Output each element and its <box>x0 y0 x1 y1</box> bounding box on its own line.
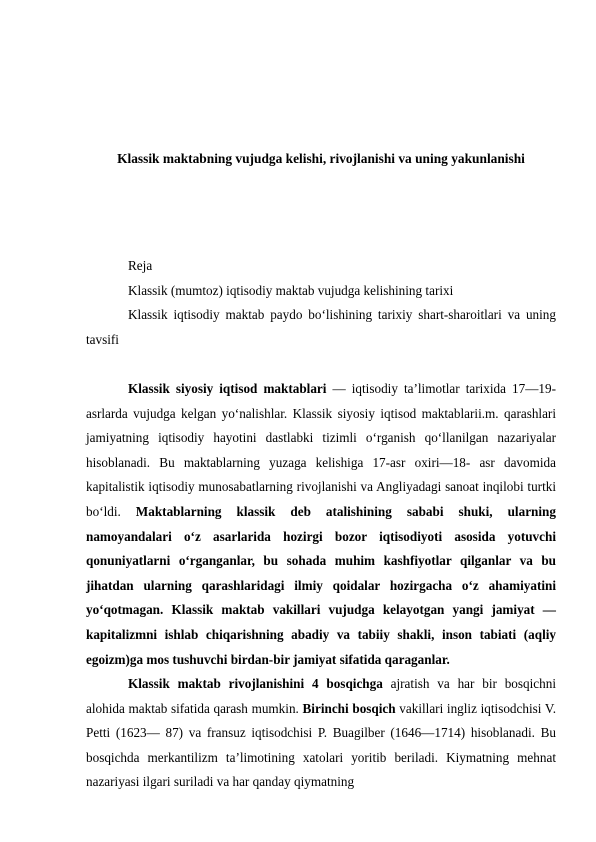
p2-text-b: vakillari ingliz iqtisodchisi V. Petti (1623— 87) va fransuz iqtisodchisi P. Buagilber (1646—1714) hisoblanadi. Bu bosqichda merkantilizm ta’limotining xatolari yoritib beriladi. Kiymatning mehnat nazariyasi ilgari suriladi va har qanday qiymatning <box>86 700 556 790</box>
plan-heading: Reja <box>128 258 153 273</box>
paragraph-2 <box>86 672 556 795</box>
p2-bold-lead: Klassik maktab rivojlanishini 4 bosqichga <box>128 676 383 692</box>
plan-item-1: Klassik (mumtoz) iqtisodiy maktab vujudga kelishining tarixi <box>128 282 454 298</box>
document-body <box>86 254 556 795</box>
p1-bold-lead: Klassik siyosiy iqtisod maktablari <box>128 380 327 396</box>
p2-bold-mid: Birinchi bosqich <box>302 700 396 716</box>
p1-text: — iqtisodiy ta’limotlar tarixida 17—19- asrlarda vujudga kelgan yo‘nalishlar. Klassik siyosiy iqtisod maktablarii.m. qarashlari jamiyatning iqtisodiy hayotini dastlabki tizimli o‘rganish qo‘llanilgan nazariyalar hisoblanadi. Bu maktablarning yuzaga kelishiga 17-asr oxiri—18- asr davomida kapitalistik iqtisodiy munosabatlarning rivojlanishi va Angliyadagi sanoat inqilobi turtki bo‘ldi. <box>86 380 556 519</box>
plan-item-2: Klassik iqtisodiy maktab paydo bo‘lishining tarixiy shart-sharoitlari va uning tavsifi <box>86 307 556 347</box>
paragraph-gap <box>86 352 556 377</box>
paragraph-1 <box>86 377 556 672</box>
p2-text-a: ajratish va har bir bosqichni alohida maktab sifatida qarash mumkin. <box>86 676 556 716</box>
document-title: Klassik maktabning vujudga kelishi, rivojlanishi va uning yakunlanishi <box>117 151 525 166</box>
p1-bold-tail: Maktablarning klassik deb atalishining sababi shuki, ularning namoyandalari o‘z asarlarida hozirgi bozor iqtisodiyoti asosida yotuvchi qonuniyatlarni o‘rganganlar, bu sohada muhim kashfiyotlar qilganlar va bu jihatdan ularning qarashlaridagi ilmiy qoidalar hozirgacha o‘z ahamiyatini yo‘qotmagan. Klassik maktab vakillari vujudga kelayotgan yangi jamiyat — kapitalizmni ishlab chiqarishning abadiy va tabiiy shakli, inson tabiati (aqliy egoizm)ga mos tushuvchi birdan-bir jamiyat sifatida qaraganlar. <box>86 503 556 667</box>
